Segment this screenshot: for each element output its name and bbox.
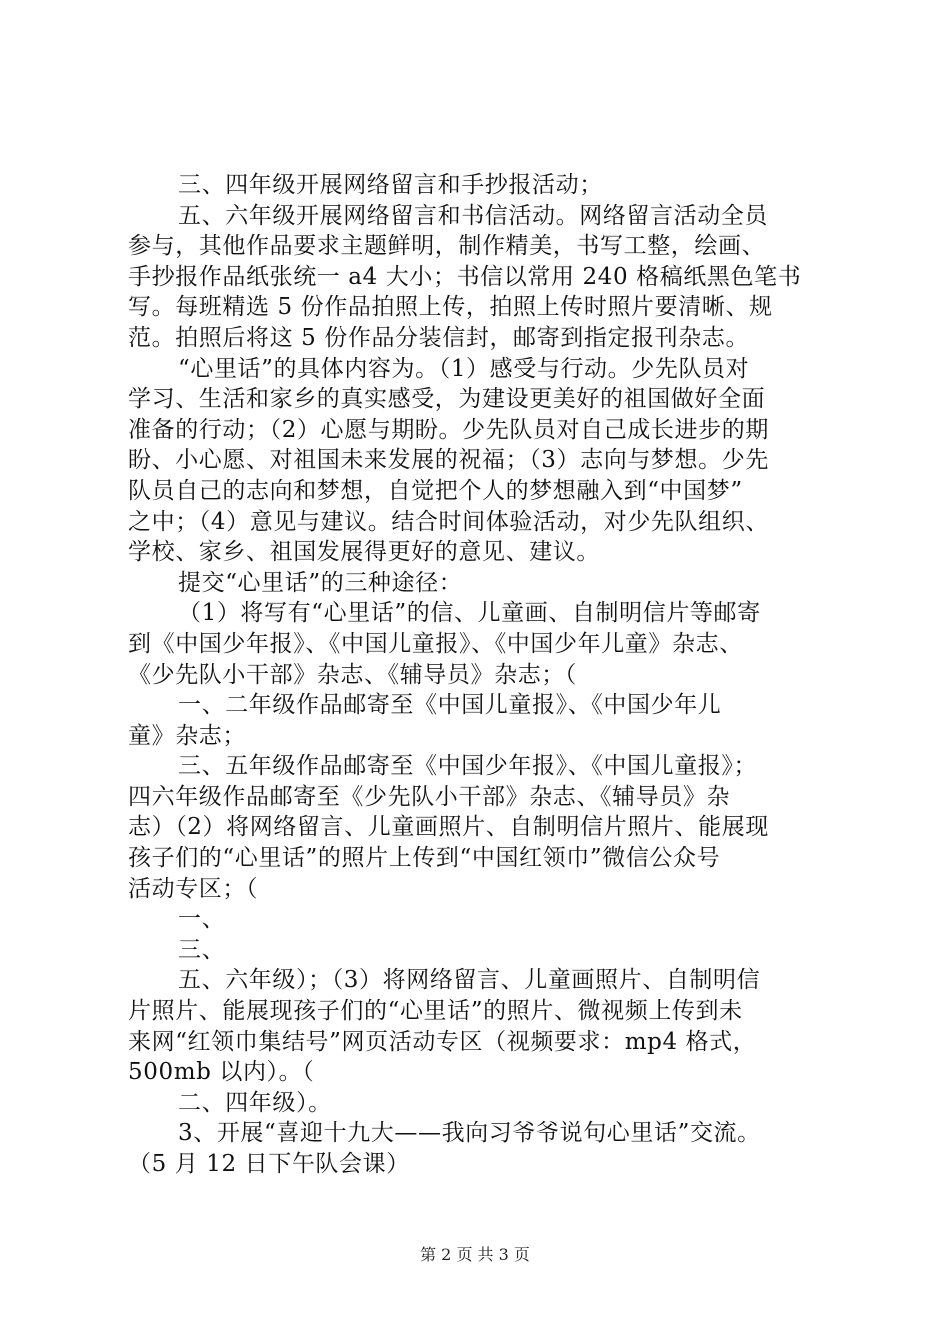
text-line: 来网“红领巾集结号”网页活动专区（视频要求：mp4 格式， (128, 1028, 757, 1055)
text-line: 提交“心里话”的三种途径： (178, 569, 463, 596)
text-line: （1）将写有“心里话”的信、儿童画、自制明信片等邮寄 (178, 600, 761, 627)
text-line: 孩子们的“心里话”的照片上传到“中国红领巾”微信公众号 (128, 845, 721, 872)
document-body (128, 170, 848, 1180)
text-line: （5 月 12 日下午队会课） (128, 1151, 410, 1177)
text-line: 参与，其他作品要求主题鲜明，制作精美，书写工整，绘画、 (128, 233, 766, 260)
text-line: 五、六年级开展网络留言和书信活动。网络留言活动全员 (178, 202, 768, 229)
page-footer: 第 2 页 共 3 页 (420, 1245, 530, 1264)
text-line: 三、五年级作品邮寄至《中国少年报》、《中国儿童报》； (178, 753, 758, 780)
text-line: 到《中国少年报》、《中国儿童报》、《中国少年儿童》杂志、 (128, 630, 743, 657)
text-line: 一、 (178, 906, 226, 933)
text-line: 队员自己的志向和梦想，自觉把个人的梦想融入到“中国梦” (128, 477, 743, 504)
text-line: 准备的行动；（2）心愿与期盼。少先队员对自己成长进步的期 (128, 416, 769, 443)
text-line: 三、 (178, 936, 226, 963)
text-line: 范。拍照后将这 5 份作品分装信封，邮寄到指定报刊杂志。 (128, 324, 750, 351)
text-line: 志）（2）将网络留言、儿童画照片、自制明信片照片、能展现 (128, 814, 769, 841)
text-line: 学校、家乡、祖国发展得更好的意见、建议。 (128, 539, 600, 566)
text-line: 四六年级作品邮寄至《少先队小干部》杂志、《辅导员》杂 (128, 783, 731, 810)
text-line: 之中；（4）意见与建议。结合时间体验活动，对少先队组织、 (128, 508, 769, 535)
text-line: 3、开展“喜迎十九大——我向习爷爷说句心里话”交流。 (178, 1120, 761, 1147)
text-line: 学习、生活和家乡的真实感受，为建设更美好的祖国做好全面 (128, 386, 766, 413)
text-line: 500mb 以内）。（ (128, 1059, 315, 1086)
text-line: 二、四年级）。 (178, 1089, 332, 1116)
text-line: 手抄报作品纸张统一 a4 大小；书信以常用 240 格稿纸黑色笔书 (128, 263, 802, 290)
text-line: 活动专区；（ (128, 875, 259, 902)
text-line: 五、六年级）；（3）将网络留言、儿童画照片、自制明信 (178, 967, 761, 994)
text-line: 《少先队小干部》杂志、《辅导员》杂志；（ (128, 661, 577, 688)
text-line: 三、四年级开展网络留言和手抄报活动； (178, 172, 603, 198)
text-line: 片照片、能展现孩子们的“心里话”的照片、微视频上传到未 (128, 998, 743, 1025)
text-line: 一、二年级作品邮寄至《中国儿童报》、《中国少年儿 (178, 692, 722, 719)
text-line: 童》杂志； (128, 722, 246, 749)
text-line: 盼、小心愿、对祖国未来发展的祝福；（3）志向与梦想。少先 (128, 447, 769, 474)
text-line: “心里话”的具体内容为。（1）感受与行动。少先队员对 (178, 355, 750, 382)
text-line: 写。每班精选 5 份作品拍照上传，拍照上传时照片要清晰、规 (128, 294, 773, 321)
